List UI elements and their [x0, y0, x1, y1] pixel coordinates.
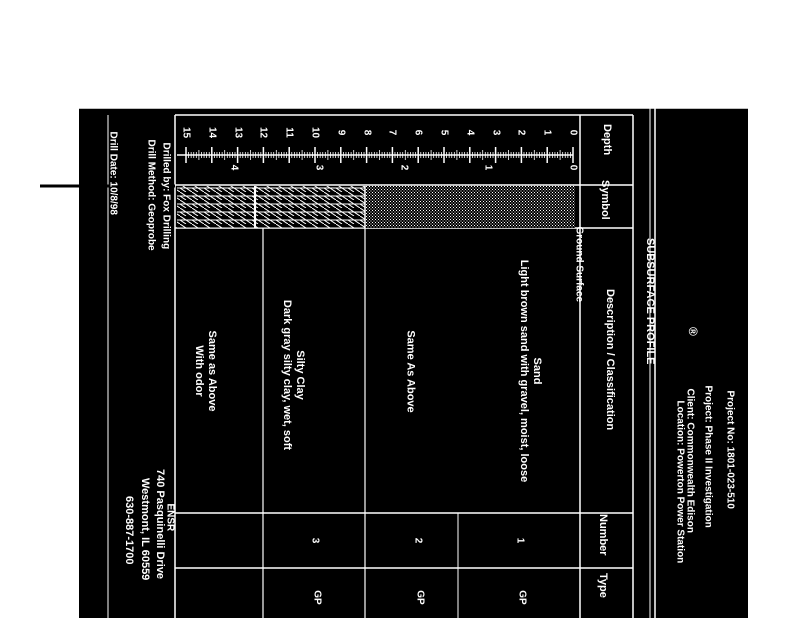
depth-ft-label: 0 [567, 129, 579, 136]
depth-ft-label: 5 [438, 129, 450, 136]
depth-ft-label: 6 [412, 129, 424, 136]
layer-3-title: Silty Clay [294, 350, 306, 400]
company-name: ENSR [164, 503, 176, 532]
depth-m-label: 0 [567, 164, 579, 171]
depth-ft-label: 12 [257, 126, 269, 139]
depth-ft-label: 11 [283, 127, 295, 138]
drilled-by: Drilled by: Fox Drilling [160, 142, 172, 250]
column-symbol-header: Symbol [599, 180, 611, 220]
layer-4-description [192, 321, 218, 421]
company-address: 740 Pasquinelli Drive [154, 469, 166, 580]
depth-ft-label: 15 [180, 126, 192, 139]
depth-ft-label: 2 [515, 129, 527, 136]
depth-m-label: 3 [313, 164, 325, 171]
layer-2-title: Same As Above [404, 330, 417, 413]
company-city: Westmont, IL 60559 [139, 478, 151, 581]
drill-date: Drill Date: 10/8/98 [107, 131, 119, 215]
column-type-header: Type [597, 573, 609, 598]
depth-ft-label: 3 [490, 129, 502, 136]
layer-1-detail: Light brown sand with gravel, moist, loose [518, 259, 530, 483]
project-no: Project No: 1801-023-510 [724, 390, 736, 509]
depth-m-label: 4 [228, 164, 240, 171]
layer-3-description [280, 270, 306, 480]
sample-2-type: GP [414, 590, 426, 605]
depth-m-label: 1 [482, 164, 494, 171]
sample-2-number: 2 [412, 537, 424, 544]
project-name: Project: Phase II Investigation [702, 385, 714, 528]
sample-3-type: GP [311, 590, 323, 605]
layer-1-description [517, 241, 543, 501]
depth-ft-label: 1 [541, 129, 553, 136]
column-description-header: Description / Classification [604, 289, 616, 431]
depth-ft-label: 4 [464, 129, 476, 136]
location-name: Location: Powerton Power Station [674, 400, 686, 564]
sample-1-type: GP [516, 590, 528, 605]
company-phone: 630-887-1700 [123, 496, 135, 565]
layer-4-title: Same as Above [206, 330, 218, 412]
silty-clay-symbol [177, 186, 365, 228]
depth-ft-label: 8 [361, 129, 373, 136]
depth-m-label: 2 [398, 164, 410, 171]
company-logo-mark: ® [686, 327, 700, 336]
sand-symbol [365, 186, 575, 228]
section-title: SUBSURFACE PROFILE [644, 238, 656, 365]
client-name: Client: Commonwealth Edison [684, 388, 696, 533]
drill-method: Drill Method: Geoprobe [145, 139, 157, 251]
layer-2-description [404, 307, 417, 437]
depth-ft-label: 13 [232, 126, 244, 139]
layer-4-detail: With odor [193, 345, 205, 397]
depth-ft-label: 7 [386, 129, 398, 136]
depth-ft-label: 14 [206, 126, 218, 139]
layer-3-detail: Dark gray silty clay, wet, soft [281, 299, 293, 451]
column-number-header: Number [597, 514, 609, 556]
sample-3-number: 3 [309, 537, 321, 544]
depth-ft-label: 10 [309, 126, 321, 139]
layer-1-title: Sand [531, 357, 543, 385]
depth-ft-label: 9 [335, 129, 347, 136]
ground-surface-label: Ground Surface [573, 226, 585, 303]
sample-1-number: 1 [514, 537, 526, 544]
column-depth-header: Depth [601, 124, 613, 156]
